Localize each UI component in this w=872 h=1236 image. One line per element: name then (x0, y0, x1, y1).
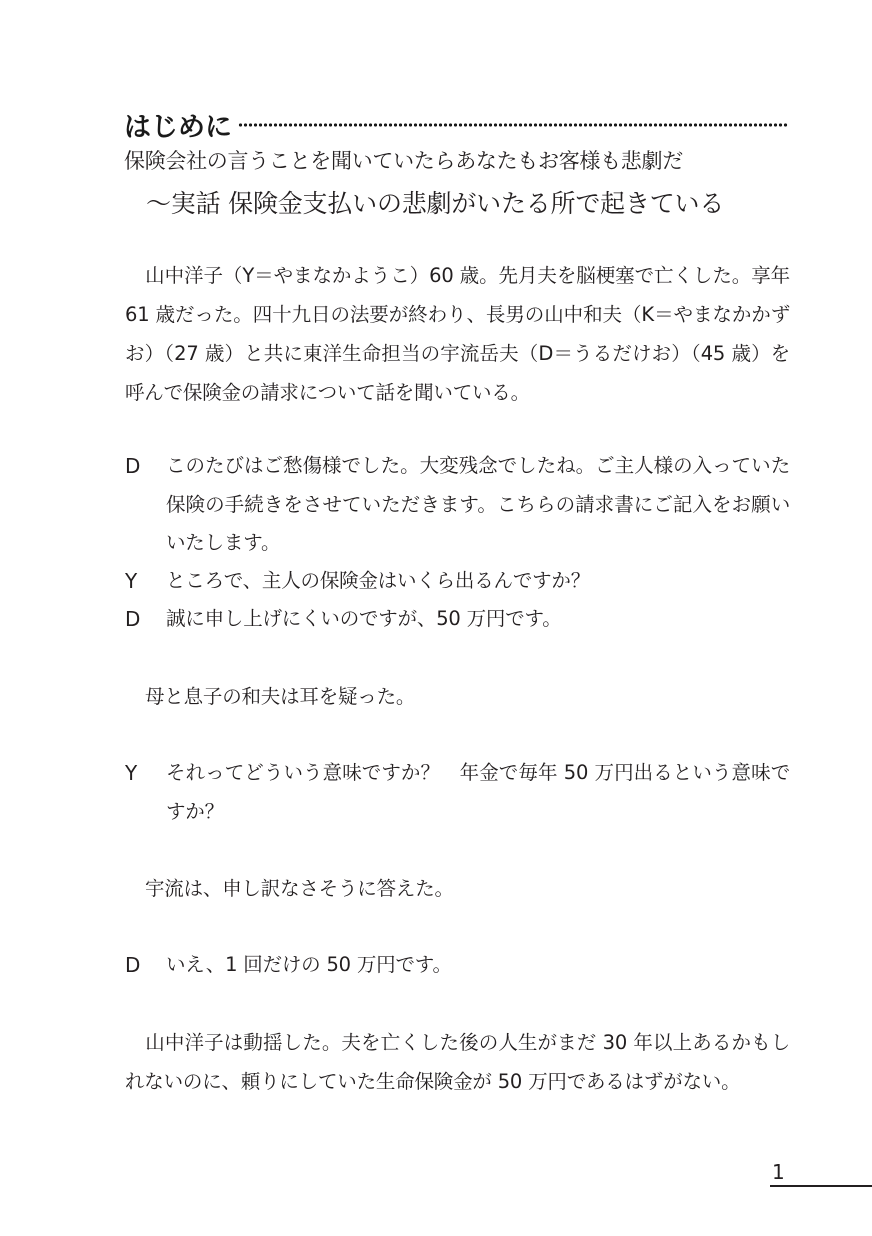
narration-paragraph (125, 869, 790, 908)
intro-paragraph-text: 山中洋子（Y＝やまなかようこ）60 歳。先月夫を脳梗塞で亡くした。享年 61 歳だった。四十九日の法要が終わり、長男の山中和夫（K＝やまなかかずお）（27 歳）と共に東洋生命担当の宇流岳夫（D＝うるだけお）（45 歳）を呼んで保険金の請求について話を聞いている。 (125, 264, 790, 404)
closing-paragraph (125, 1023, 790, 1101)
intro-paragraph (125, 256, 790, 412)
page-number: 1 (772, 1160, 785, 1184)
chapter-heading (124, 104, 788, 144)
speaker-label: D (125, 953, 141, 977)
dialogue-text: いえ、1 回だけの 50 万円です。 (166, 953, 452, 976)
chapter-subtitle: 保険会社の言うことを聞いていたらあなたもお客様も悲劇だ (124, 149, 683, 173)
speaker-label: D (125, 607, 141, 631)
narration-text: 母と息子の和夫は耳を疑った。 (145, 685, 416, 708)
dialogue-line (125, 754, 790, 831)
dialogue-text: 誠に申し上げにくいのですが、50 万円です。 (166, 607, 562, 630)
page-number-rule (770, 1185, 872, 1187)
dialogue-line (125, 447, 790, 563)
dialogue-line (125, 562, 790, 601)
dialogue-line (125, 600, 790, 639)
chapter-title: はじめに (124, 111, 232, 143)
chapter-subtitle-secondary: ～実話 保険金支払いの悲劇がいたる所で起きている (146, 189, 725, 218)
narration-paragraph (125, 677, 790, 716)
speaker-label: Y (125, 569, 138, 593)
dialogue-text: このたびはご愁傷様でした。大変残念でしたね。ご主人様の入っていた保険の手続きをさせていただきます。こちらの請求書にご記入をお願いいたします。 (166, 454, 790, 554)
closing-paragraph-text: 山中洋子は動揺した。夫を亡くした後の人生がまだ 30 年以上あるかもしれないのに、頼りにしていた生命保険金が 50 万円であるはずがない。 (125, 1031, 790, 1093)
speaker-label: Y (125, 761, 138, 785)
dialogue-line (125, 946, 790, 985)
dotted-leader (238, 123, 788, 127)
speaker-label: D (125, 454, 141, 478)
dialogue-text: それってどういう意味ですか？ 年金で毎年 50 万円出るという意味ですか？ (166, 761, 790, 823)
narration-text: 宇流は、申し訳なさそうに答えた。 (145, 877, 454, 900)
dialogue-text: ところで、主人の保険金はいくら出るんですか？ (166, 569, 591, 592)
